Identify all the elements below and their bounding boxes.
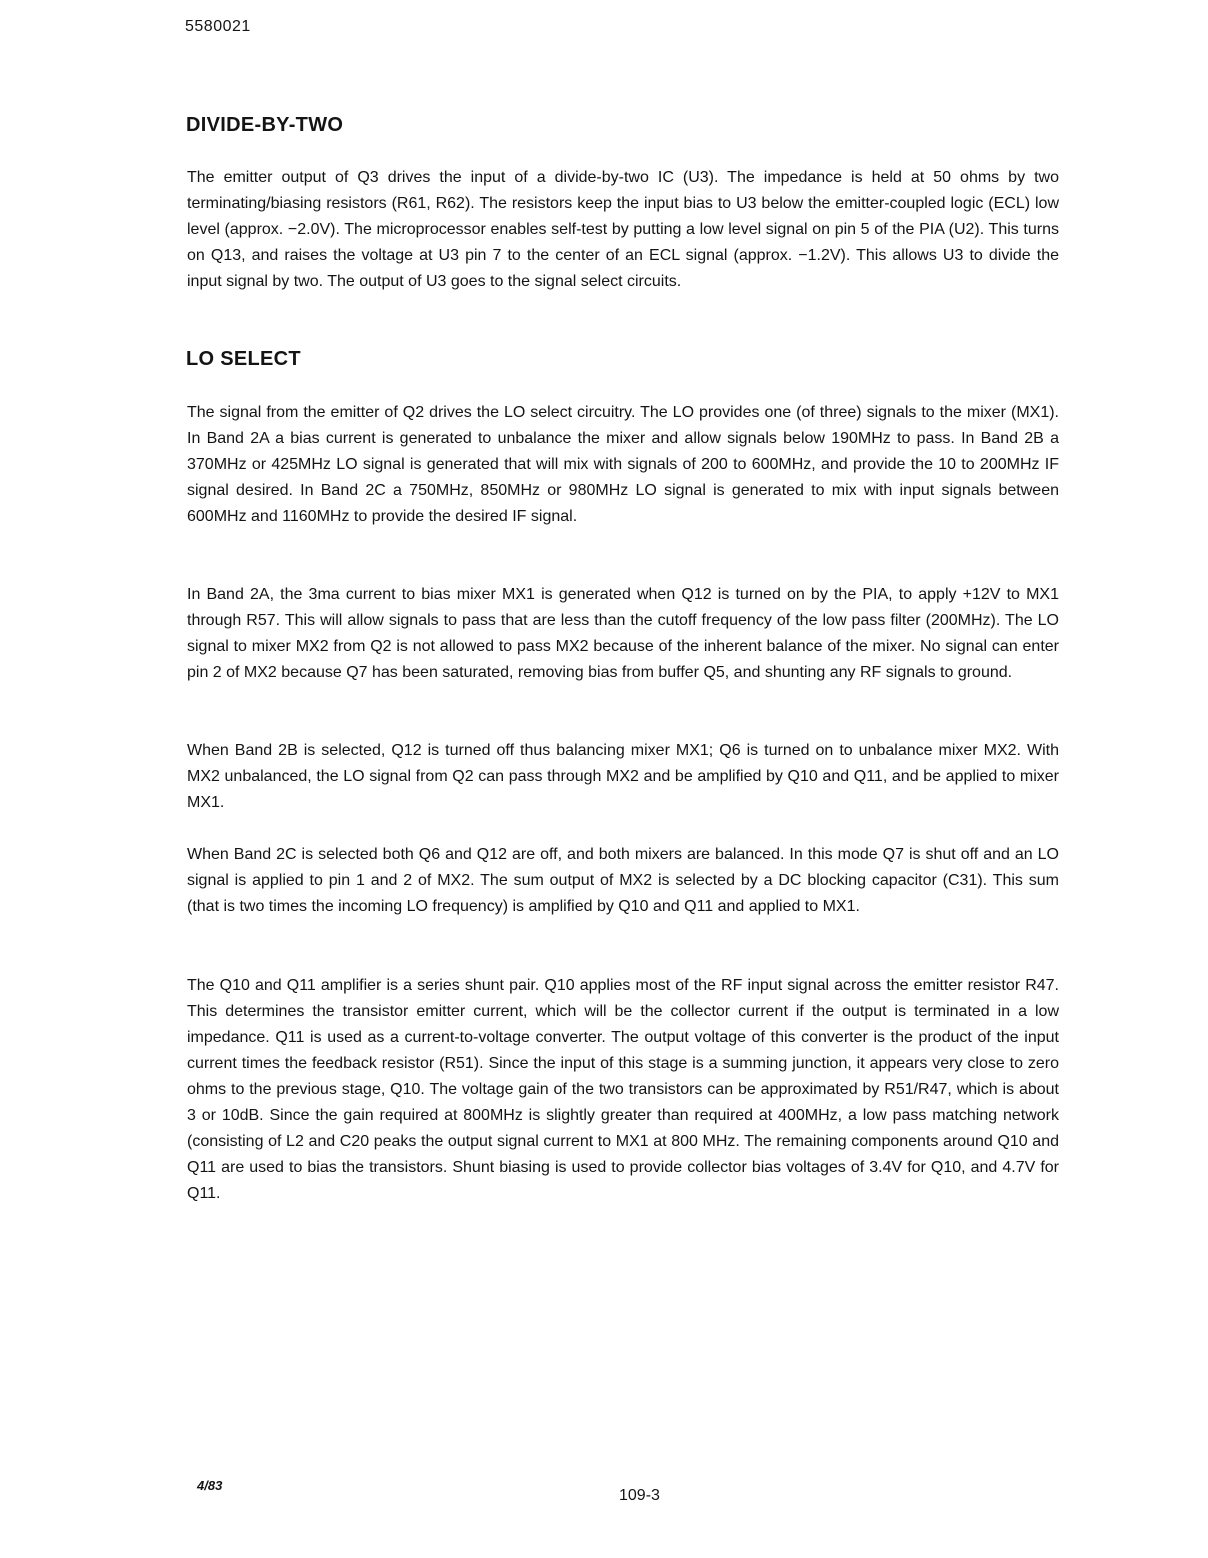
page-number: 109-3: [619, 1487, 660, 1504]
section-heading-divide-by-two: DIVIDE-BY-TWO: [186, 114, 344, 136]
paragraph-band-2a: In Band 2A, the 3ma current to bias mixer MX1 is generated when Q12 is turned on by the PIA, to apply +12V to MX1 through R57. This will allow signals to pass that are less than the cutoff frequency of the low pass filter (200MHz). The LO signal to mixer MX2 from Q2 is not allowed to pass MX2 because of the inherent balance of the mixer. No signal can enter pin 2 of MX2 because Q7 has been saturated, removing bias from buffer Q5, and shunting any RF signals to ground.: [187, 586, 1059, 681]
footer-date: 4/83: [197, 1478, 223, 1493]
paragraph-band-2c: When Band 2C is selected both Q6 and Q12 are off, and both mixers are balanced. In this mode Q7 is shut off and an LO signal is applied to pin 1 and 2 of MX2. The sum output of MX2 is selected by a DC blocking capacitor (C31). This sum (that is two times the incoming LO frequency) is amplified by Q10 and Q11 and applied to MX1.: [187, 846, 1059, 915]
paragraph-band-2b: When Band 2B is selected, Q12 is turned off thus balancing mixer MX1; Q6 is turned on to unbalance mixer MX2. With MX2 unbalanced, the LO signal from Q2 can pass through MX2 and be amplified by Q10 and Q11, and be applied to mixer MX1.: [187, 742, 1059, 811]
document-number: 5580021: [185, 18, 251, 35]
paragraph-lo-select-intro: The signal from the emitter of Q2 drives the LO select circuitry. The LO provides one (of three) signals to the mixer (MX1). In Band 2A a bias current is generated to unbalance the mixer and allow signals below 190MHz to pass. In Band 2B a 370MHz or 425MHz LO signal is generated that will mix with signals of 200 to 600MHz, and provide the 10 to 200MHz IF signal desired. In Band 2C a 750MHz, 850MHz or 980MHz LO signal is generated to mix with input signals between 600MHz and 1160MHz to provide the desired IF signal.: [187, 404, 1059, 525]
paragraph-amplifier: The Q10 and Q11 amplifier is a series shunt pair. Q10 applies most of the RF input signal across the emitter resistor R47. This determines the transistor emitter current, which will be the collector current if the output is terminated in a low impedance. Q11 is used as a current-to-voltage converter. The output voltage of this converter is the product of the input current times the feedback resistor (R51). Since the input of this stage is a summing junction, it appears very close to zero ohms to the previous stage, Q10. The voltage gain of the two transistors can be approximated by R51/R47, which is about 3 or 10dB. Since the gain required at 800MHz is slightly greater than required at 400MHz, a low pass matching network (consisting of L2 and C20 peaks the output signal current to MX1 at 800 MHz. The remaining components around Q10 and Q11 are used to bias the transistors. Shunt biasing is used to provide collector bias voltages of 3.4V for Q10, and 4.7V for Q11.: [187, 977, 1059, 1202]
section-heading-lo-select: LO SELECT: [186, 348, 301, 370]
paragraph-divide-by-two: The emitter output of Q3 drives the input of a divide-by-two IC (U3). The impedance is held at 50 ohms by two terminating/biasing resistors (R61, R62). The resistors keep the input bias to U3 below the emitter-coupled logic (ECL) low level (approx. −2.0V). The microprocessor enables self-test by putting a low level signal on pin 5 of the PIA (U2). This turns on Q13, and raises the voltage at U3 pin 7 to the center of an ECL signal (approx. −1.2V). This allows U3 to divide the input signal by two. The output of U3 goes to the signal select circuits.: [187, 169, 1059, 290]
